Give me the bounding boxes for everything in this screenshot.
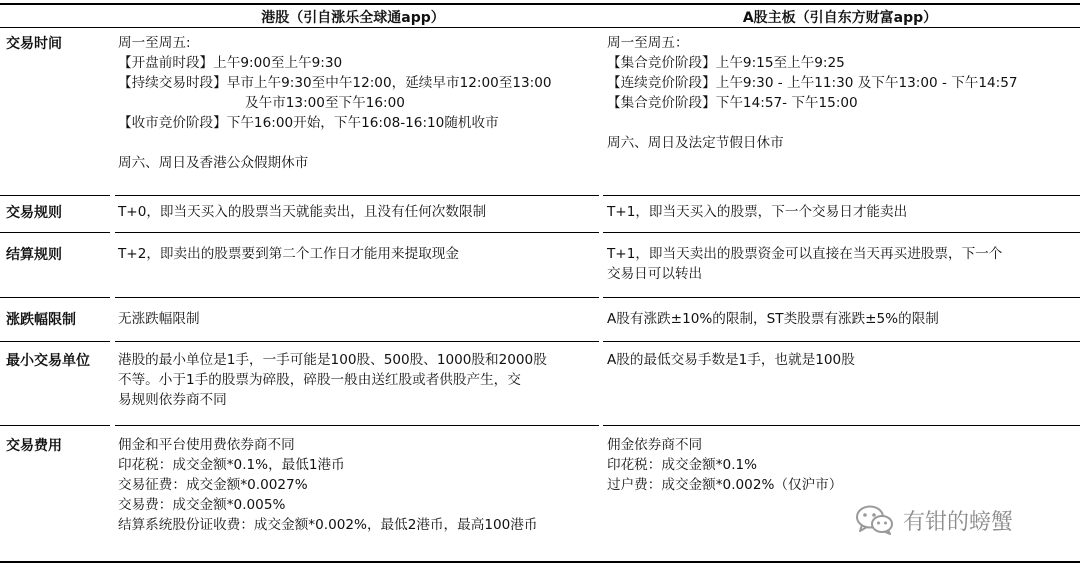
- cell-line: T+0，即当天买入的股票当天就能卖出，且没有任何次数限制: [118, 204, 487, 220]
- header-rule: [0, 27, 1080, 28]
- hk-cell: [118, 202, 596, 222]
- cell-line: 交易征费：成交金额*0.0027%: [118, 477, 308, 493]
- hk-cell: [118, 33, 596, 173]
- watermark-text: 有钳的螃蟹: [903, 509, 1014, 535]
- row-label: 涨跌幅限制: [6, 312, 76, 328]
- row-separator: [0, 297, 110, 298]
- watermark: [855, 504, 1013, 536]
- cell-line: T+1，即当天卖出的股票资金可以直接在当天再买进股票，下一个: [607, 246, 1003, 262]
- hk-cell: [118, 350, 596, 410]
- cell-line: 佣金依券商不同: [607, 437, 703, 453]
- row-separator: [603, 195, 1080, 196]
- cell-spacer: [607, 113, 1072, 133]
- hk-cell: [118, 244, 596, 264]
- a-share-cell: [607, 202, 1072, 222]
- cell-line: 结算系统股份证收费：成交金额*0.002%，最低2港币，最高100港币: [118, 517, 538, 533]
- row-label: 最小交易单位: [6, 353, 90, 369]
- row-separator: [603, 232, 1080, 233]
- cell-line: 周六、周日及法定节假日休市: [607, 135, 784, 151]
- a-share-cell: [607, 435, 1072, 495]
- row-separator: [603, 425, 1080, 426]
- column-header-hk: 港股（引自涨乐全球通app）: [261, 10, 445, 26]
- row-label: 交易时间: [6, 36, 62, 52]
- cell-line: 港股的最小单位是1手，一手可能是100股、500股、1000股和2000股: [118, 352, 547, 368]
- row-separator: [115, 232, 599, 233]
- cell-line: 印花税：成交金额*0.1%: [607, 457, 758, 473]
- cell-line: 周六、周日及香港公众假期休市: [118, 155, 309, 171]
- cell-line: 无涨跌幅限制: [118, 311, 200, 327]
- row-label: 交易费用: [6, 438, 62, 454]
- hk-cell: [118, 309, 596, 329]
- a-share-cell: [607, 309, 1072, 329]
- row-separator: [115, 195, 599, 196]
- row-separator: [0, 195, 110, 196]
- row-separator: [603, 341, 1080, 342]
- cell-line: 【持续交易时段】早市上午9:30至中午12:00，延续早市12:00至13:00: [118, 75, 552, 91]
- cell-line: 佣金和平台使用费依券商不同: [118, 437, 295, 453]
- cell-line: 交易日可以转出: [607, 266, 703, 282]
- cell-line: 交易费：成交金额*0.005%: [118, 497, 286, 513]
- table-top-rule: [0, 3, 1080, 5]
- row-separator: [0, 232, 110, 233]
- cell-line: 周一至周五:: [118, 35, 191, 51]
- a-share-cell: [607, 350, 1072, 370]
- wechat-icon: [855, 504, 895, 536]
- cell-line: 【开盘前时段】上午9:00至上午9:30: [118, 55, 343, 71]
- row-separator: [0, 425, 110, 426]
- cell-line: 过户费：成交金额*0.002%（仅沪市）: [607, 477, 843, 493]
- cell-line: 【连续竞价阶段】上午9:30 - 上午11:30 及下午13:00 - 下午14:57: [607, 75, 1018, 91]
- cell-line: 周一至周五：: [607, 35, 689, 51]
- row-label: 交易规则: [6, 205, 62, 221]
- cell-line: T+1，即当天买入的股票，下一个交易日才能卖出: [607, 204, 908, 220]
- row-label: 结算规则: [6, 247, 62, 263]
- cell-line: 不等。小于1手的股票为碎股，碎股一般由送红股或者供股产生，交: [118, 372, 521, 388]
- cell-spacer: [118, 133, 596, 153]
- cell-line: 【集合竞价阶段】上午9:15至上午9:25: [607, 55, 845, 71]
- cell-line: 印花税：成交金额*0.1%，最低1港币: [118, 457, 345, 473]
- cell-line: 及午市13:00至下午16:00: [245, 95, 405, 111]
- row-separator: [603, 297, 1080, 298]
- cell-line: 易规则依券商不同: [118, 392, 227, 408]
- cell-line: A股的最低交易手数是1手，也就是100股: [607, 352, 855, 368]
- column-header-a-share: A股主板（引自东方财富app）: [742, 10, 938, 26]
- cell-line: A股有涨跌±10%的限制，ST类股票有涨跌±5%的限制: [607, 311, 939, 327]
- row-separator: [115, 425, 599, 426]
- row-separator: [115, 341, 599, 342]
- table-bottom-rule: [0, 561, 1080, 563]
- cell-line: 【集合竞价阶段】下午14:57- 下午15:00: [607, 95, 858, 111]
- hk-cell: [118, 435, 596, 535]
- row-separator: [115, 297, 599, 298]
- cell-line: 【收市竞价阶段】下午16:00开始，下午16:08-16:10随机收市: [118, 115, 499, 131]
- cell-line: T+2，即卖出的股票要到第二个工作日才能用来提取现金: [118, 246, 459, 262]
- row-separator: [0, 341, 110, 342]
- a-share-cell: [607, 33, 1072, 153]
- a-share-cell: [607, 244, 1072, 284]
